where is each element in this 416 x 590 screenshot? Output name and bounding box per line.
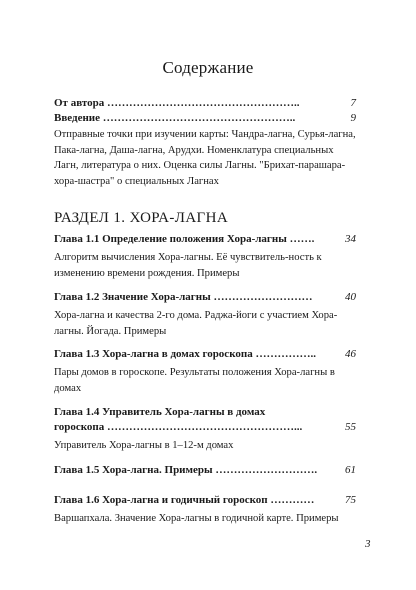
toc-entry-chapter-1-4 <box>54 405 356 454</box>
section-heading: РАЗДЕЛ 1. ХОРА-ЛАГНА <box>54 210 229 226</box>
toc-entry-title: От автора …………………………………………….. <box>54 97 300 109</box>
toc-entry-chapter-1-5 <box>54 463 356 478</box>
toc-page-number: 75 <box>345 494 356 506</box>
toc-entry-title: Глава 1.2 Значение Хора-лагны ……………………… <box>54 291 313 303</box>
toc-entry-chapter-1-2 <box>54 290 356 339</box>
toc-page-number: 9 <box>350 112 356 124</box>
toc-page-number: 55 <box>345 421 356 433</box>
toc-entry-title-continuation: гороскопа ……………………………………………... <box>54 421 303 433</box>
toc-entry-title: Глава 1.5 Хора-лагна. Примеры ………………………. <box>54 464 318 476</box>
toc-page-number: 34 <box>345 233 356 245</box>
toc-entry-description: Хора-лагна и качества 2-го дома. Раджа-йоги с участием Хора-лагны. Йогада. Примеры <box>54 310 338 337</box>
toc-entry-description: Отправные точки при изучении карты: Чандра-лагна, Сурья-лагна, Пака-лагна, Даша-лагна, Арудхи. Номенклатура специальных Лагн, литература о них. Оценка силы Лагны. "Брихат-парашара-хора-шастра" о специальных Лагнах <box>54 129 356 187</box>
toc-entry-from-author <box>54 96 356 111</box>
toc-page-number: 40 <box>345 291 356 303</box>
toc-entry-description: Пары домов в гороскопе. Результаты положения Хора-лагны в домах <box>54 367 335 394</box>
toc-page-number: 7 <box>350 97 356 109</box>
page-title: Содержание <box>162 58 254 77</box>
toc-entry-title: Глава 1.4 Управитель Хора-лагны в домах <box>54 406 266 418</box>
toc-entry-title: Глава 1.6 Хора-лагна и годичный гороскоп ………… <box>54 494 315 506</box>
toc-entry-description: Варшапхала. Значение Хора-лагны в годичной карте. Примеры <box>54 513 339 524</box>
toc-entry-chapter-1-1 <box>54 232 356 281</box>
toc-entry-description: Алгоритм вычисления Хора-лагны. Её чувствитель-ность к изменению времени рождения. Примеры <box>54 252 322 279</box>
toc-entry-introduction <box>54 111 356 189</box>
page-folio-number: 3 <box>365 538 371 550</box>
toc-entry-title: Введение …………………………………………….. <box>54 112 296 124</box>
toc-entry-description: Управитель Хора-лагны в 1–12-м домах <box>54 440 234 451</box>
toc-page-number: 61 <box>345 464 356 476</box>
toc-entry-title: Глава 1.3 Хора-лагна в домах гороскопа …………….. <box>54 348 316 360</box>
toc-entry-chapter-1-3 <box>54 347 356 396</box>
toc-page-number: 46 <box>345 348 356 360</box>
toc-entry-title: Глава 1.1 Определение положения Хора-лагны ……. <box>54 233 315 245</box>
toc-entry-chapter-1-6 <box>54 493 356 527</box>
